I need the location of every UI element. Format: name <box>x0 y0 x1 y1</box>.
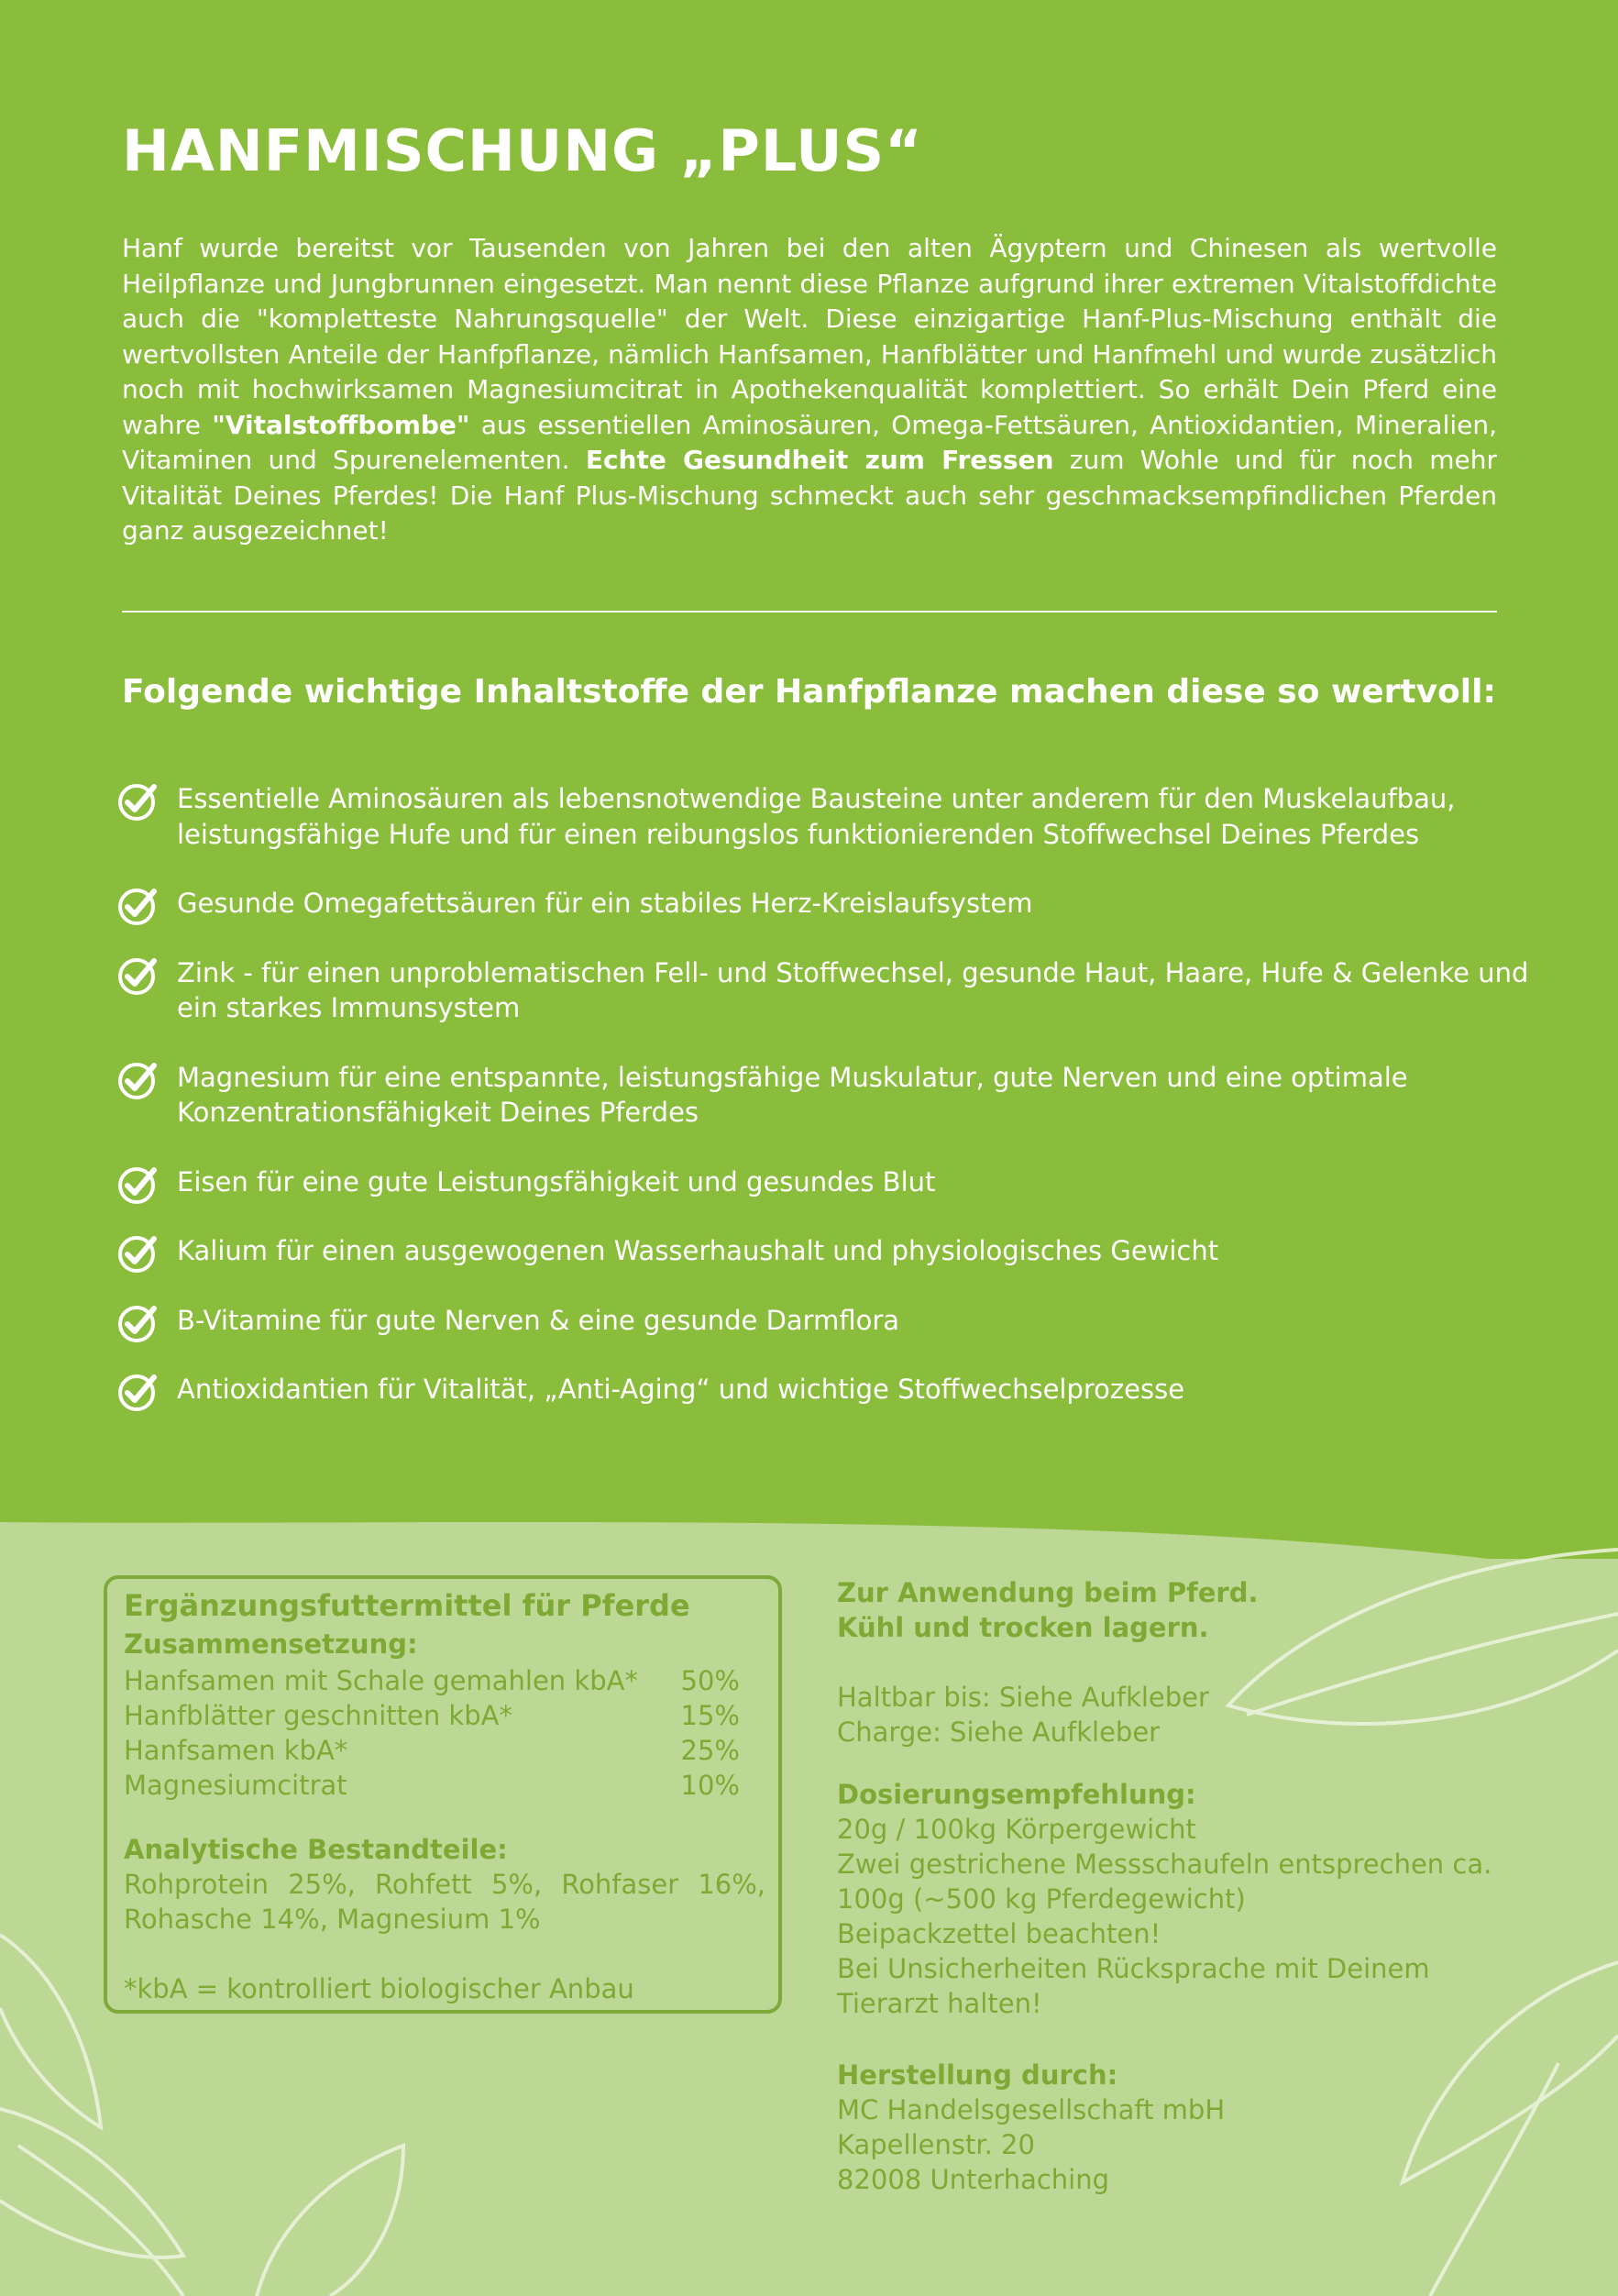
dosage-title-text: Dosierungsempfehlung: <box>837 1779 1196 1810</box>
intro-paragraph <box>122 231 1497 549</box>
usage-line-2 <box>837 1610 1570 1645</box>
analytic-line-2: Rohasche 14%, Magnesium 1% <box>124 1904 541 1935</box>
benefit-item <box>117 955 1557 1026</box>
check-circle-icon <box>117 1372 158 1412</box>
ingredient-percent: 50% <box>680 1665 740 1696</box>
ingredient-percent: 15% <box>680 1700 740 1731</box>
benefit-item <box>117 886 1557 922</box>
dosage-title <box>837 1777 1570 1812</box>
analytic-line-1: Rohprotein 25%, Rohfett 5%, Rohfaser 16%, <box>124 1869 765 1900</box>
page-title: HANFMISCHUNG „PLUS“ <box>122 117 923 184</box>
composition-row <box>124 1698 756 1733</box>
manufacturer-title-text: Herstellung durch: <box>837 2059 1118 2091</box>
benefit-text: Gesunde Omegafettsäuren für ein stabiles Herz-Kreislaufsystem <box>177 888 1033 919</box>
manufacturer-line: 82008 Unterhaching <box>837 2164 1110 2195</box>
benefit-item <box>117 1303 1557 1339</box>
dosage-line: 100g (~500 kg Pferdegewicht) <box>837 1883 1246 1915</box>
check-circle-icon <box>117 955 158 996</box>
benefit-item <box>117 1165 1557 1200</box>
intro-text-3: zum Wohle und für noch mehr Vitalität Deines Pferdes! Die Hanf Plus-Mischung schmeckt auch sehr geschmacksempfindlichen Pferden ganz ausgezeichnet! <box>122 445 1497 546</box>
usage-line-1-text: Zur Anwendung beim Pferd. <box>837 1577 1259 1608</box>
dosage-line: Tierarzt halten! <box>837 1988 1042 2019</box>
check-circle-icon <box>117 781 158 822</box>
footnote: *kbA = kontrolliert biologischer Anbau <box>124 1973 634 2004</box>
composition-table <box>124 1663 756 1803</box>
benefit-item <box>117 1233 1557 1269</box>
composition-box <box>104 1575 782 2014</box>
benefit-text: Antioxidantien für Vitalität, „Anti-Aging“ und wichtige Stoffwechselprozesse <box>177 1374 1185 1405</box>
composition-title: Zusammensetzung: <box>124 1628 418 1660</box>
dosage-lines <box>837 1812 1570 2021</box>
intro-text-2: aus essentiellen Aminosäuren, Omega-Fettsäuren, Antioxidantien, Mineralien, Vitaminen und Spurenelementen. <box>122 409 1498 475</box>
benefit-text: Kalium für einen ausgewogenen Wasserhaushalt und physiologisches Gewicht <box>177 1235 1219 1266</box>
benefit-text: Zink - für einen unproblematischen Fell- und Stoffwechsel, gesunde Haut, Haare, Hufe & Gelenke und ein starkes Immunsystem <box>177 956 1529 1023</box>
usage-line-1 <box>837 1575 1570 1610</box>
benefit-item <box>117 1372 1557 1407</box>
intro-bold-2: Echte Gesundheit zum Fressen <box>585 445 1054 475</box>
composition-row <box>124 1663 756 1698</box>
manufacturer-lines <box>837 2092 1570 2197</box>
ingredient-name: Magnesiumcitrat <box>124 1770 347 1801</box>
benefits-heading: Folgende wichtige Inhaltstoffe der Hanfpflanze machen diese so wertvoll: <box>122 673 1496 711</box>
ingredient-percent: 10% <box>680 1770 740 1801</box>
divider-line <box>122 611 1497 613</box>
benefit-item <box>117 781 1557 852</box>
usage-line-2-text: Kühl und trocken lagern. <box>837 1612 1209 1643</box>
check-circle-icon <box>117 1303 158 1343</box>
ingredient-percent: 25% <box>680 1735 740 1766</box>
check-circle-icon <box>117 1060 158 1100</box>
benefit-item <box>117 1060 1557 1131</box>
dosage-line: Beipackzettel beachten! <box>837 1918 1161 1949</box>
box-heading: Ergänzungsfuttermittel für Pferde <box>124 1588 690 1623</box>
shelf-life: Haltbar bis: Siehe Aufkleber <box>837 1682 1209 1713</box>
intro-bold-1: "Vitalstoffbombe" <box>212 409 470 440</box>
ingredient-name: Hanfsamen mit Schale gemahlen kbA* <box>124 1665 638 1696</box>
manufacturer-line: Kapellenstr. 20 <box>837 2129 1035 2160</box>
composition-row <box>124 1768 756 1803</box>
dosage-line: Zwei gestrichene Messschaufeln entsprechen ca. <box>837 1849 1492 1880</box>
check-circle-icon <box>117 886 158 926</box>
benefit-text: Magnesium für eine entspannte, leistungsfähige Muskulatur, gute Nerven und eine optimale Konzentrationsfähigkeit Deines Pferdes <box>177 1061 1408 1128</box>
intro-text-1: Hanf wurde bereitst vor Tausenden von Jahren bei den alten Ägyptern und Chinesen als wertvolle Heilpflanze und Jungbrunnen eingesetzt. Man nennt diese Pflanze aufgrund ihrer extremen Vitalstoffdichte auch die "kompletteste Nahrungsquelle" der Welt. Diese einzigartige Hanf-Plus-Mischung enthält die wertvollsten Anteile der Hanfpflanze, nämlich Hanfsamen, Hanfblätter und Hanfmehl und wurde zusätzlich noch mit hochwirksamen Magnesiumcitrat in Apothekenqualität komplettiert. So erhält Dein Pferd eine wahre <box>122 233 1497 440</box>
manufacturer-line: MC Handelsgesellschaft mbH <box>837 2094 1226 2125</box>
ingredient-name: Hanfblätter geschnitten kbA* <box>124 1700 512 1731</box>
check-circle-icon <box>117 1165 158 1205</box>
benefit-text: Eisen für eine gute Leistungsfähigkeit und gesundes Blut <box>177 1165 936 1198</box>
benefit-text: B-Vitamine für gute Nerven & eine gesunde Darmflora <box>177 1304 900 1336</box>
dosage-line: Bei Unsicherheiten Rücksprache mit Deinem <box>837 1953 1430 1984</box>
manufacturer-title <box>837 2058 1570 2092</box>
dosage-line: 20g / 100kg Körpergewicht <box>837 1814 1196 1845</box>
composition-row <box>124 1733 756 1768</box>
check-circle-icon <box>117 1233 158 1274</box>
benefit-text: Essentielle Aminosäuren als lebensnotwendige Bausteine unter anderem für den Muskelaufbau, leistungsfähige Hufe und für einen reibungslos funktionierenden Stoffwechsel Deines Pferdes <box>177 783 1456 850</box>
ingredient-name: Hanfsamen kbA* <box>124 1735 348 1766</box>
analytic-title: Analytische Bestandteile: <box>124 1834 508 1865</box>
benefits-list <box>117 781 1557 1441</box>
batch: Charge: Siehe Aufkleber <box>837 1716 1161 1748</box>
